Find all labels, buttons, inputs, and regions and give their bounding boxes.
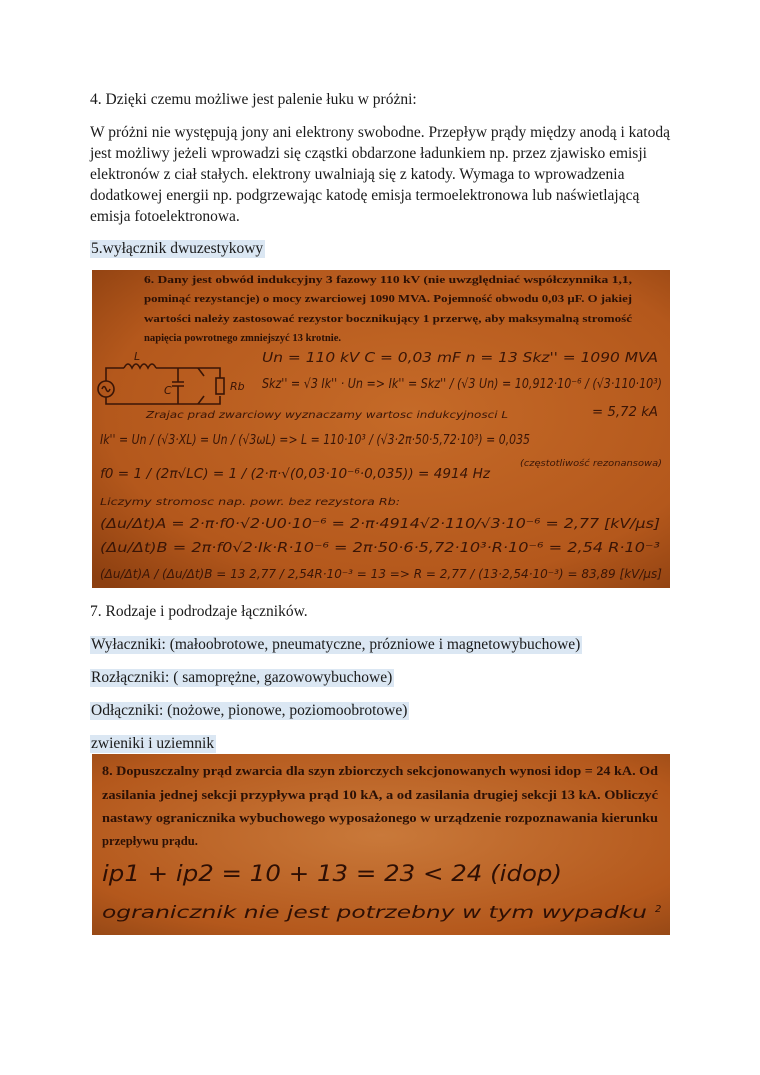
circuit-label-Rb: Rb (230, 380, 245, 393)
solution-photo-1 (92, 270, 670, 588)
q4-answer-line-1: W próżni nie występują jony ani elektrony swobodne. Przepływ prądy między anodą i katodą (90, 124, 670, 141)
photo-2-canvas (92, 754, 670, 935)
q4-answer-line-5: emisja fotoelektronowa. (90, 208, 240, 225)
q7-item-1: Wyłaczniki: (małoobrotowe, pneumatyczne, prózniowe i magnetowybuchowe) (91, 636, 581, 653)
photo1-print-1: 6. Dany jest obwód indukcyjny 3 fazowy 110 kV (nie uwzględniać współczynnika 1,1, (144, 275, 633, 286)
solution-photo-2 (92, 754, 670, 935)
hw1-line-5: Ik'' = Un / (√3·XL) = Un / (√3ωL) => L = 110·10³ / (√3·2π·50·5,72·10³) = 0,035 (100, 433, 530, 448)
circuit-label-L: L (134, 350, 141, 363)
hw1-line-6: f0 = 1 / (2π√LC) = 1 / (2·π·√(0,03·10⁻⁶·0,035)) = 4914 Hz (100, 467, 492, 482)
photo2-print-4: przepływu prądu. (102, 834, 198, 848)
photo2-print-1: 8. Dopuszczalny prąd zwarcia dla szyn zbiorczych sekcjonowanych wynosi idop = 24 kA. Od (102, 764, 658, 778)
hw1-line-4: Zrajac prad zwarciowy wyznaczamy wartosc indukcyjnosci L (144, 410, 509, 421)
hw1-line-9: (Δu/Δt)A = 2·π·f0·√2·U0·10⁻⁶ = 2·π·4914√2·110/√3·10⁻⁶ = 2,77 [kV/µs] (100, 517, 660, 532)
hw1-line-2: Skz'' = √3 Ik'' · Un => Ik'' = Skz'' / (√3 Un) = 10,912·10⁻⁶ / (√3·110·10³) (262, 377, 662, 392)
q7-item-2: Rozłączniki: ( samoprężne, gazowowybuchowe) (91, 669, 393, 686)
hw1-line-7: (częstotliwość rezonansowa) (520, 459, 650, 469)
photo1-print-4: napięcia powrotnego zmniejszyć 13 krotnie. (144, 333, 342, 344)
photo2-print-2: zasilania jednej sekcji przypływa prąd 10 kA, a od zasilania drugiej sekcji 13 kA. Obliczyć (102, 788, 659, 802)
hw1-line-11: (Δu/Δt)A / (Δu/Δt)B = 13 2,77 / 2,54R·10⁻³ = 13 => R = 2,77 / (13·2,54·10⁻³) = 83,89 [kV/µs] (100, 567, 663, 581)
q7-item-3: Odłączniki: (nożowe, pionowe, poziomoobrotowe) (91, 702, 408, 719)
hw1-line-1: Un = 110 kV C = 0,03 mF n = 13 Skz'' = 1090 MVA (262, 351, 658, 366)
q7-item-4: zwieniki i uziemnik (91, 735, 215, 752)
photo2-print-3: nastawy ogranicznika wybuchowego wyposażonego w urządzenie rozpoznawania kierunku (102, 811, 658, 825)
circuit-label-C: C (164, 384, 172, 397)
q4-heading: 4. Dzięki czemu możliwe jest palenie łuku w próżni: (90, 91, 417, 108)
hw1-line-3: = 5,72 kA (592, 405, 658, 420)
photo2-corner-number: 2 (655, 904, 662, 915)
q4-answer-line-3: elektronów z ciał stałych. elektrony uwalniają się z katody. Wymaga to wprowadzenia (90, 166, 625, 183)
q7-heading: 7. Rodzaje i podrodzaje łączników. (90, 603, 308, 620)
hw1-line-8: Liczymy stromosc nap. powr. bez rezystora Rb: (100, 497, 400, 508)
q4-answer-line-4: dodatkowej energii np. podgrzewając katodę emisja termoelektronowa lub naświetlającą (90, 187, 640, 204)
photo-1-canvas (92, 270, 670, 588)
photo1-print-2: pominąć rezystancje) o mocy zwarciowej 1090 MVA. Pojemność obwodu 0,03 µF. O jakiej (144, 294, 632, 305)
q4-answer-line-2: jest możliwy jeżeli wprowadzi się cząstki obdarzone ładunkiem np. przez zjawisko emisji (90, 145, 647, 162)
photo1-print-3: wartości należy zastosować rezystor bocznikujący 1 przerwę, aby maksymalną stromość (144, 314, 633, 325)
hw2-line-2: ogranicznik nie jest potrzebny w tym wypadku (102, 903, 648, 923)
hw2-line-1: ip1 + ip2 = 10 + 13 = 23 < 24 (idop) (102, 862, 562, 887)
q5-heading: 5.wyłącznik dwuzestykowy (91, 240, 264, 257)
hw1-line-10: (Δu/Δt)B = 2π·f0√2·Ik·R·10⁻⁶ = 2π·50·6·5,72·10³·R·10⁻⁶ = 2,54 R·10⁻³ (100, 541, 660, 556)
